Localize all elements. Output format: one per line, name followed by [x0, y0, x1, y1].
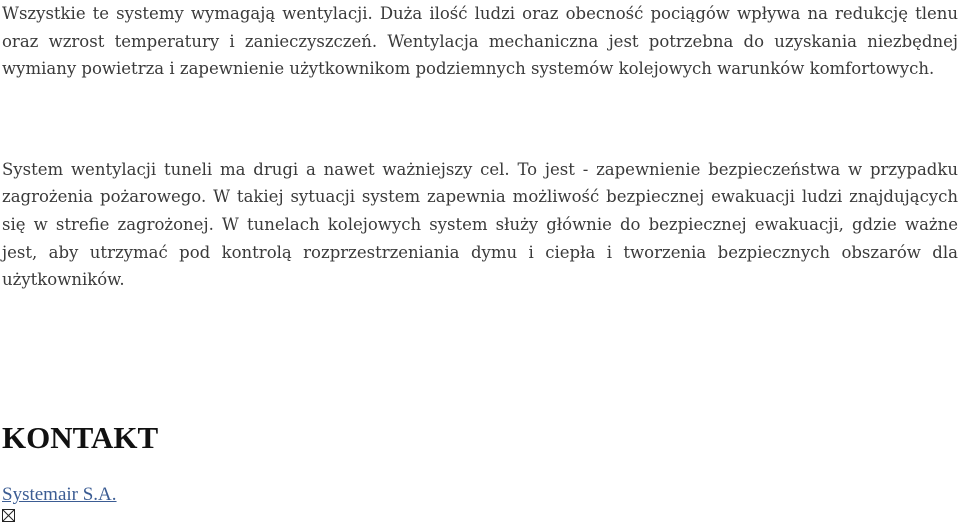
paragraph-ventilation-needs: Wszystkie te systemy wymagają wentylacji. Duża ilość ludzi oraz obecność pociągów wpływa na redukcję tlenu oraz wzrost temperatury i zanieczyszczeń. Wentylacja mechaniczna jest potrzebna do uzyskania niezbędnej wymiany powietrza i zapewnienie użytkownikom podziemnych systemów kolejowych warunków komfortowych. [2, 4, 958, 79]
company-link[interactable]: Systemair S.A. [2, 484, 117, 505]
article-body [2, 0, 958, 294]
paragraph-tunnel-safety: System wentylacji tuneli ma drugi a nawet ważniejszy cel. To jest - zapewnienie bezpieczeństwa w przypadku zagrożenia pożarowego. W takiej sytuacji system zapewnia możliwość bezpiecznej ewakuacji ludzi znajdujących się w strefie zagrożonej. W tunelach kolejowych system służy głównie do bezpiecznej ewakuacji, gdzie ważne jest, aby utrzymać pod kontrolą rozprzestrzeniania dymu i ciepła i tworzenia bezpiecznych obszarów dla użytkowników. [2, 159, 958, 290]
envelope-icon[interactable] [2, 509, 15, 522]
contact-heading: KONTAKT [2, 420, 159, 455]
